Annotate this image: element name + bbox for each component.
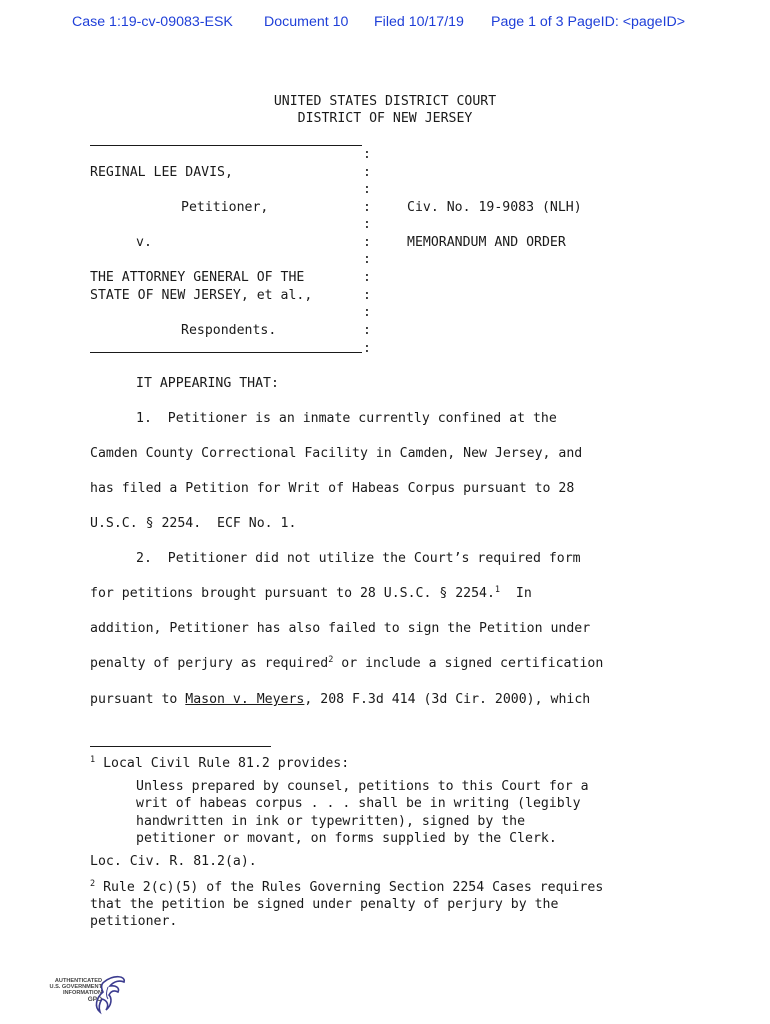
text-segment: for petitions brought pursuant to 28 U.S.C. § 2254. (90, 586, 495, 601)
paragraph-2-line (90, 692, 590, 707)
text-segment: , 208 F.3d 414 (3d Cir. 2000), which (304, 692, 591, 707)
caption-colon: : (363, 270, 371, 285)
petitioner-name: REGINAL LEE DAVIS, (90, 165, 233, 180)
text-segment: pursuant to (90, 692, 186, 707)
footnote-ref-2[interactable]: 2 (328, 655, 334, 665)
footnote-1-quote-line: petitioner or movant, on forms supplied by the Clerk. (136, 831, 557, 846)
caption-colon: : (363, 252, 371, 267)
caption-colon: : (363, 235, 371, 250)
footnote-1-citation: Loc. Civ. R. 81.2(a). (90, 854, 257, 869)
court-district: DISTRICT OF NEW JERSEY (297, 111, 473, 126)
respondent-line-1: THE ATTORNEY GENERAL OF THE (90, 270, 305, 285)
text-segment: Rule 2(c)(5) of the Rules Governing Section 2254 Cases requires (95, 880, 604, 895)
footnote-1-quote-line: handwritten in ink or typewritten), signed by the (136, 814, 526, 829)
text-segment: or include a signed certification (333, 656, 604, 671)
gpo-logo-text: INFORMATION (62, 990, 102, 996)
caption-colon: : (363, 288, 371, 303)
caption-colon: : (363, 341, 371, 356)
footnote-separator (90, 746, 271, 747)
court-name: UNITED STATES DISTRICT COURT (273, 94, 497, 109)
caption-colon: : (363, 323, 371, 338)
intro-line: IT APPEARING THAT: (136, 376, 279, 391)
caption-colon: : (363, 200, 371, 215)
versus: v. (136, 235, 152, 250)
text-segment: Local Civil Rule 81.2 provides: (95, 756, 350, 771)
footnote-ref-1[interactable]: 1 (494, 585, 501, 595)
ecf-header (0, 14, 770, 34)
respondent-line-2: STATE OF NEW JERSEY, et al., (90, 288, 313, 303)
caption-bottom-rule (90, 352, 362, 353)
paragraph-1-line: has filed a Petition for Writ of Habeas Corpus pursuant to 28 (90, 481, 575, 496)
footnote-2-line (90, 880, 603, 895)
footnote-2-line: that the petition be signed under penalty of perjury by the (90, 897, 559, 912)
case-number: Case 1:19-cv-09083-ESK (72, 14, 233, 30)
gpo-logo-text: AUTHENTICATED (54, 978, 102, 984)
caption-colon: : (363, 165, 371, 180)
footnote-1-quote-line: Unless prepared by counsel, petitions to this Court for a (136, 779, 589, 794)
text-segment: penalty of perjury as required (90, 656, 329, 671)
caption-colon: : (363, 147, 371, 162)
paragraph-1-line: U.S.C. § 2254. ECF No. 1. (90, 516, 297, 531)
document-number: Document 10 (264, 14, 349, 30)
caption-colon: : (363, 217, 371, 232)
eagle-icon (40, 972, 130, 1018)
footnote-2-mark: 2 (90, 879, 96, 889)
paragraph-1-line: 1. Petitioner is an inmate currently confined at the (136, 411, 557, 426)
respondent-role: Respondents. (181, 323, 277, 338)
footnote-1-mark: 1 (90, 755, 96, 765)
caption-colon: : (363, 182, 371, 197)
text-segment: In (500, 586, 532, 601)
paragraph-2-line: addition, Petitioner has also failed to sign the Petition under (90, 621, 591, 636)
filed-date: Filed 10/17/19 (374, 14, 464, 30)
page-info: Page 1 of 3 PageID: <pageID> (491, 14, 686, 30)
petitioner-role: Petitioner, (181, 200, 269, 215)
caption-top-rule (90, 145, 362, 146)
paragraph-2-line (90, 586, 532, 601)
gpo-logo-mark: GPO (87, 996, 102, 1003)
paragraph-1-line: Camden County Correctional Facility in Camden, New Jersey, and (90, 446, 583, 461)
gpo-authenticated-logo (40, 972, 130, 1018)
civil-number: Civ. No. 19-9083 (NLH) (407, 200, 582, 215)
gpo-logo-text: U.S. GOVERNMENT (49, 984, 102, 990)
paragraph-2-line: 2. Petitioner did not utilize the Court’s required form (136, 551, 581, 566)
footnote-2-line: petitioner. (90, 914, 178, 929)
caption-colon: : (363, 305, 371, 320)
document-title: MEMORANDUM AND ORDER (407, 235, 566, 250)
footnote-1-intro (90, 756, 349, 771)
footnote-1-quote-line: writ of habeas corpus . . . shall be in writing (legibly (136, 796, 581, 811)
case-citation: Mason v. Meyers (185, 692, 305, 707)
paragraph-2-line (90, 656, 603, 671)
